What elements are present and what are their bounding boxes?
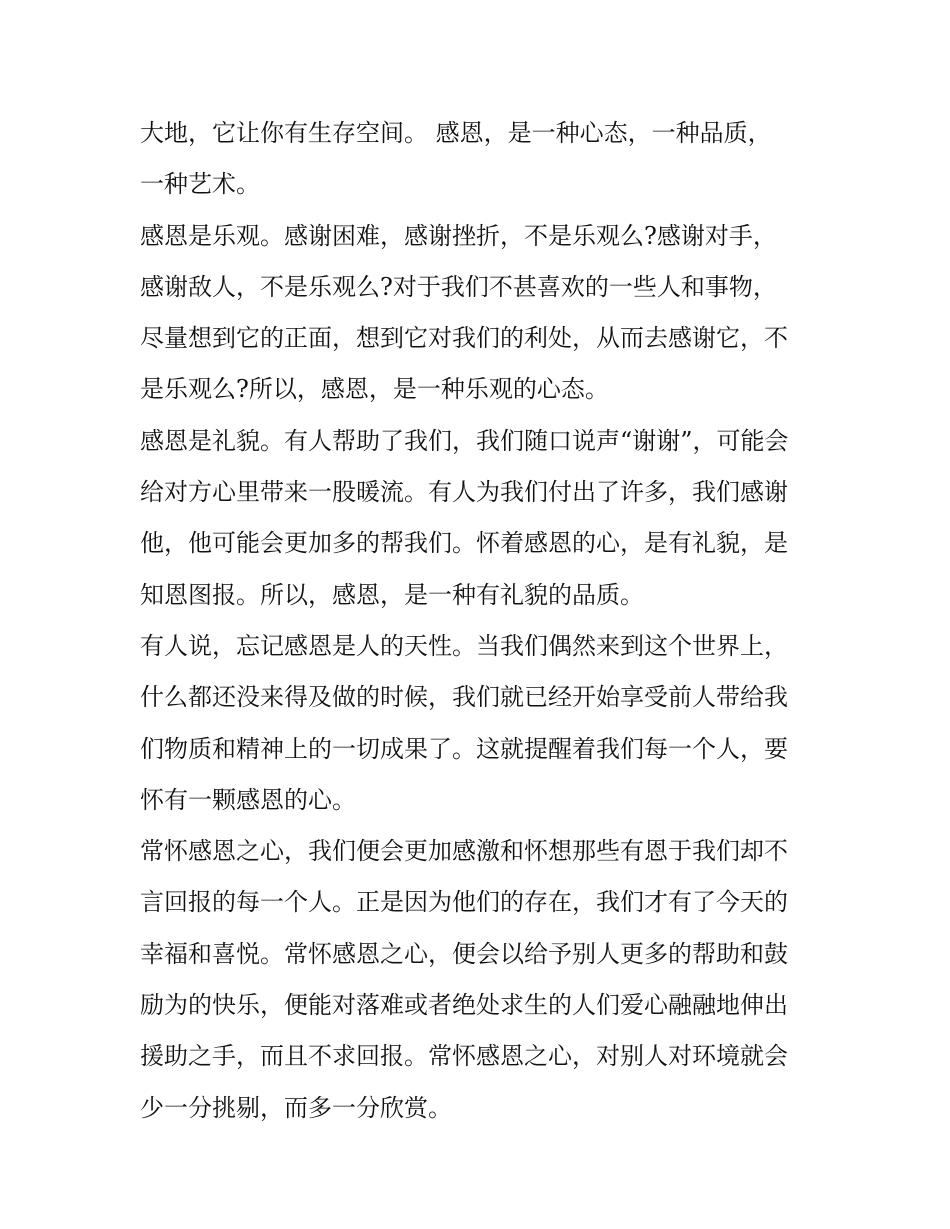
text-line: 言回报的每一个人。正是因为他们的存在，我们才有了今天的 bbox=[140, 888, 788, 917]
text-line: 常怀感恩之心，我们便会更加感激和怀想那些有恩于我们却不 bbox=[140, 837, 788, 866]
text-line: 一种艺术。 bbox=[140, 170, 260, 199]
text-line: 给对方心里带来一股暖流。有人为我们付出了许多，我们感谢 bbox=[140, 478, 788, 507]
text-line: 什么都还没来得及做的时候，我们就已经开始享受前人带给我 bbox=[140, 683, 788, 712]
text-line: 怀有一颗感恩的心。 bbox=[140, 785, 356, 814]
text-line: 感恩是乐观。感谢困难，感谢挫折，不是乐观么?感谢对手， bbox=[140, 221, 777, 250]
body-text bbox=[140, 108, 820, 1134]
text-line: 是乐观么?所以，感恩，是一种乐观的心态。 bbox=[140, 375, 609, 404]
text-line: 感恩是礼貌。有人帮助了我们，我们随口说声“谢谢”，可能会 bbox=[140, 426, 789, 455]
text-line: 幸福和喜悦。常怀感恩之心，便会以给予别人更多的帮助和鼓 bbox=[140, 939, 788, 968]
text-line: 知恩图报。所以，感恩，是一种有礼貌的品质。 bbox=[140, 580, 644, 609]
text-line: 们物质和精神上的一切成果了。这就提醒着我们每一个人，要 bbox=[140, 734, 788, 763]
text-line: 尽量想到它的正面，想到它对我们的利处，从而去感谢它，不 bbox=[140, 324, 788, 353]
text-line: 大地，它让你有生存空间。 感恩，是一种心态，一种品质， bbox=[140, 119, 772, 147]
text-line: 有人说，忘记感恩是人的天性。当我们偶然来到这个世界上， bbox=[140, 631, 788, 660]
text-line: 他，他可能会更加多的帮我们。怀着感恩的心，是有礼貌，是 bbox=[140, 529, 788, 558]
text-line: 感谢敌人，不是乐观么?对于我们不甚喜欢的一些人和事物， bbox=[140, 272, 777, 301]
text-line: 少一分挑剔，而多一分欣赏。 bbox=[140, 1093, 452, 1122]
text-line: 援助之手，而且不求回报。常怀感恩之心，对别人对环境就会 bbox=[140, 1042, 788, 1071]
text-line: 励为的快乐，便能对落难或者绝处求生的人们爱心融融地伸出 bbox=[140, 991, 788, 1020]
